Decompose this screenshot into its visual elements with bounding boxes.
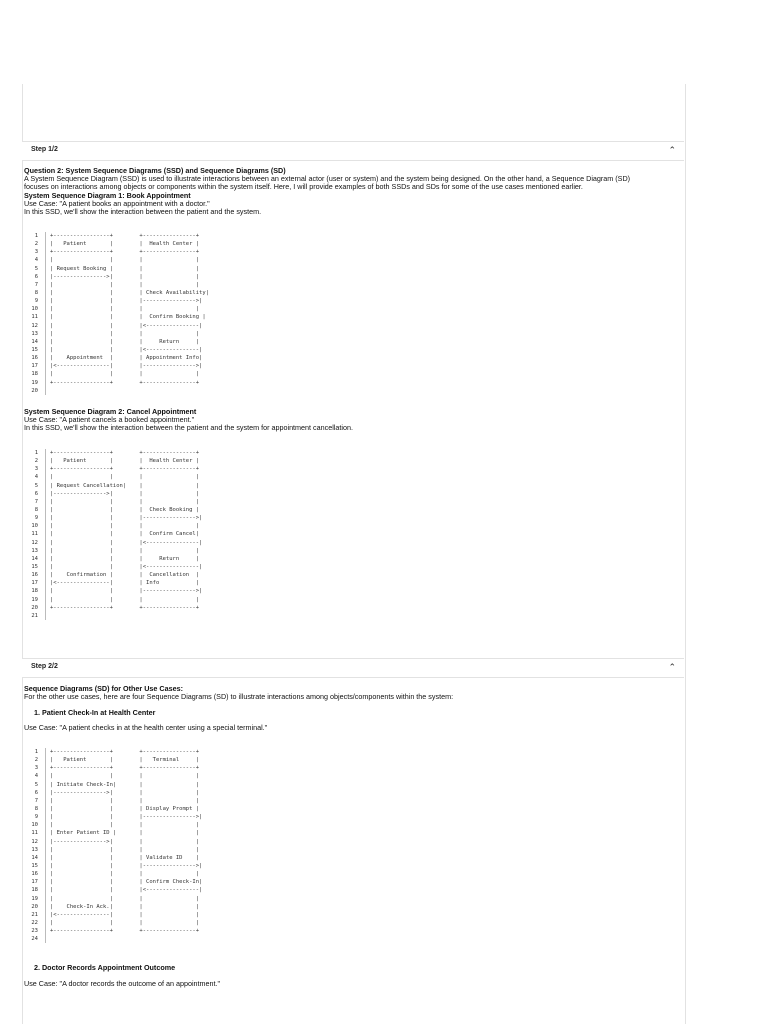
line-number: 6 bbox=[34, 490, 38, 497]
line-number: 15 bbox=[31, 563, 38, 570]
code-line-text: | | | | bbox=[50, 773, 200, 780]
code-line bbox=[28, 821, 202, 829]
line-number: 15 bbox=[31, 346, 38, 353]
code-line-text: | | | Confirm Check-In| bbox=[50, 879, 203, 886]
code-line-text: | | |<----------------| bbox=[50, 563, 203, 570]
code-line-text: | | | | bbox=[50, 257, 200, 264]
code-line-text: |---------------->| | | bbox=[50, 838, 200, 845]
code-line-text: | Request Booking | | | bbox=[50, 265, 200, 272]
code-line bbox=[28, 886, 202, 894]
code-line bbox=[28, 256, 209, 264]
code-line-text: | | | | bbox=[50, 498, 200, 505]
code-line-text: | | |<----------------| bbox=[50, 539, 203, 546]
code-line-text: |---------------->| | | bbox=[50, 490, 200, 497]
line-number: 10 bbox=[31, 822, 38, 829]
code-line bbox=[28, 612, 202, 620]
code-line-text: | | | | bbox=[50, 895, 200, 902]
code-line-text: | | | Validate ID | bbox=[50, 854, 200, 861]
line-number: 14 bbox=[31, 555, 38, 562]
line-number: 12 bbox=[31, 322, 38, 329]
code-line bbox=[28, 547, 202, 555]
line-number: 23 bbox=[31, 928, 38, 935]
sd-title: Sequence Diagrams (SD) for Other Use Cases: bbox=[24, 684, 183, 693]
code-line-text: +-----------------+ +----------------+ bbox=[50, 604, 200, 611]
code-line bbox=[28, 596, 202, 604]
code-line bbox=[28, 797, 202, 805]
code-line bbox=[28, 903, 202, 911]
line-number: 14 bbox=[31, 338, 38, 345]
line-number: 6 bbox=[34, 273, 38, 280]
line-number: 16 bbox=[31, 871, 38, 878]
ssd1-description: In this SSD, we'll show the interaction between the patient and the system. bbox=[24, 207, 262, 216]
code-line bbox=[28, 911, 202, 919]
code-line-text: |<----------------| | Info | bbox=[50, 580, 200, 587]
line-number: 9 bbox=[34, 298, 38, 305]
code-line-text: +-----------------+ +----------------+ bbox=[50, 928, 200, 935]
code-line bbox=[28, 789, 202, 797]
code-line-text: | | | | bbox=[50, 523, 200, 530]
line-number: 2 bbox=[34, 241, 38, 248]
line-number: 10 bbox=[31, 306, 38, 313]
line-number: 18 bbox=[31, 887, 38, 894]
code-line-text: | | | | bbox=[50, 547, 200, 554]
intro-line-2: focuses on interactions among objects or components within the system itself. Here, I will provide examples of both SSDs and SDs for some of the use cases mentioned earlier. bbox=[24, 182, 583, 191]
line-number: 9 bbox=[34, 814, 38, 821]
sd-item-2-usecase: Use Case: "A doctor records the outcome of an appointment." bbox=[24, 979, 221, 988]
line-number: 17 bbox=[31, 363, 38, 370]
line-number: 7 bbox=[34, 498, 38, 505]
code-line-text: +-----------------+ +----------------+ bbox=[50, 466, 200, 473]
code-line-text: +-----------------+ +----------------+ bbox=[50, 450, 200, 456]
code-line bbox=[28, 490, 202, 498]
step-1-label: Step 1/2 bbox=[31, 146, 58, 153]
code-line bbox=[28, 370, 209, 378]
code-line-text: | | | | bbox=[50, 596, 200, 603]
code-line bbox=[28, 862, 202, 870]
sd1-code-block bbox=[28, 748, 202, 943]
line-number: 8 bbox=[34, 805, 38, 812]
line-number: 6 bbox=[34, 789, 38, 796]
ssd2-title: System Sequence Diagram 2: Cancel Appointment bbox=[24, 407, 197, 416]
code-line-text: | | | Confirm Booking | bbox=[50, 314, 206, 321]
code-line-text: | | | | bbox=[50, 797, 200, 804]
line-number: 15 bbox=[31, 862, 38, 869]
code-line-text: | | | Confirm Cancel| bbox=[50, 531, 200, 538]
ssd2-description: In this SSD, we'll show the interaction between the patient and the system for appointment cancellation. bbox=[24, 423, 353, 432]
code-line-text: +-----------------+ +----------------+ bbox=[50, 233, 200, 239]
code-line-text: | | | | bbox=[50, 822, 200, 829]
code-line bbox=[28, 240, 209, 248]
code-line bbox=[28, 927, 202, 935]
code-line-text: | | | Return | bbox=[50, 555, 200, 562]
code-line bbox=[28, 764, 202, 772]
ssd2-usecase: Use Case: "A patient cancels a booked appointment." bbox=[24, 415, 195, 424]
code-line bbox=[28, 805, 202, 813]
code-line-text: +-----------------+ +----------------+ bbox=[50, 749, 200, 755]
line-number: 1 bbox=[34, 233, 38, 239]
code-line bbox=[28, 748, 202, 756]
line-number: 8 bbox=[34, 289, 38, 296]
line-number: 10 bbox=[31, 523, 38, 530]
code-line-text: +-----------------+ +----------------+ bbox=[50, 379, 200, 386]
code-line-text: | | | Return | bbox=[50, 338, 200, 345]
code-line bbox=[28, 563, 202, 571]
code-line bbox=[28, 854, 202, 862]
code-line-text: | | | | bbox=[50, 281, 200, 288]
line-number: 13 bbox=[31, 846, 38, 853]
code-line-text: | | |---------------->| bbox=[50, 298, 203, 305]
line-number: 4 bbox=[34, 257, 38, 264]
code-line-text: | Patient | | Terminal | bbox=[50, 757, 200, 764]
code-line-text: | | | | bbox=[50, 330, 200, 337]
code-line bbox=[28, 273, 209, 281]
code-line-text: | Check-In Ack.| | | bbox=[50, 903, 200, 910]
code-line bbox=[28, 895, 202, 903]
sd-item-2-title: 2. Doctor Records Appointment Outcome bbox=[34, 963, 176, 972]
code-line bbox=[28, 387, 209, 395]
code-line bbox=[28, 346, 209, 354]
line-number: 20 bbox=[31, 903, 38, 910]
line-number: 12 bbox=[31, 838, 38, 845]
code-line-text: | | |---------------->| bbox=[50, 515, 203, 522]
line-number: 9 bbox=[34, 515, 38, 522]
line-number: 18 bbox=[31, 588, 38, 595]
line-number: 19 bbox=[31, 895, 38, 902]
sd-intro: For the other use cases, here are four Sequence Diagrams (SD) to illustrate interactions among objects/components within the system: bbox=[24, 692, 454, 701]
ssd1-title: System Sequence Diagram 1: Book Appointment bbox=[24, 191, 191, 200]
code-line-text: | | | | bbox=[50, 846, 200, 853]
line-number: 17 bbox=[31, 580, 38, 587]
line-number: 19 bbox=[31, 379, 38, 386]
code-line-text: | | | | bbox=[50, 371, 200, 378]
line-number: 11 bbox=[31, 830, 38, 837]
code-line-text: | Initiate Check-In| | | bbox=[50, 781, 200, 788]
code-line bbox=[28, 281, 209, 289]
line-number: 24 bbox=[31, 936, 38, 943]
code-line bbox=[28, 305, 209, 313]
code-line bbox=[28, 297, 209, 305]
line-number: 19 bbox=[31, 596, 38, 603]
line-number: 14 bbox=[31, 854, 38, 861]
code-line bbox=[28, 354, 209, 362]
code-line bbox=[28, 473, 202, 481]
sd-item-1-title: 1. Patient Check-In at Health Center bbox=[34, 708, 156, 717]
chevron-up-icon[interactable]: ⌃ bbox=[668, 145, 676, 155]
code-line-text: |---------------->| | | bbox=[50, 273, 200, 280]
code-line-text: | | |<----------------| bbox=[50, 346, 203, 353]
line-number: 3 bbox=[34, 765, 38, 772]
line-number: 21 bbox=[31, 911, 38, 918]
code-line-text: | | |---------------->| bbox=[50, 862, 203, 869]
code-line bbox=[28, 232, 209, 240]
code-line bbox=[28, 555, 202, 563]
code-line bbox=[28, 870, 202, 878]
code-line bbox=[28, 498, 202, 506]
line-number: 7 bbox=[34, 281, 38, 288]
code-line bbox=[28, 539, 202, 547]
line-number: 2 bbox=[34, 458, 38, 465]
line-number: 11 bbox=[31, 314, 38, 321]
line-number: 7 bbox=[34, 797, 38, 804]
code-line bbox=[28, 514, 202, 522]
line-number: 16 bbox=[31, 572, 38, 579]
line-number: 17 bbox=[31, 879, 38, 886]
code-line-text: +-----------------+ +----------------+ bbox=[50, 249, 200, 256]
code-line bbox=[28, 248, 209, 256]
code-line bbox=[28, 604, 202, 612]
code-line bbox=[28, 379, 209, 387]
code-line-text: | Enter Patient ID | | | bbox=[50, 830, 200, 837]
code-line-text: | | |<----------------| bbox=[50, 322, 203, 329]
line-number: 3 bbox=[34, 466, 38, 473]
code-line-text: |<----------------| | | bbox=[50, 911, 200, 918]
code-line bbox=[28, 756, 202, 764]
code-line bbox=[28, 878, 202, 886]
line-number: 16 bbox=[31, 355, 38, 362]
line-number: 20 bbox=[31, 387, 38, 394]
code-line-text: | | |<----------------| bbox=[50, 887, 203, 894]
line-number: 2 bbox=[34, 757, 38, 764]
code-line-text: | | | | bbox=[50, 871, 200, 878]
line-number: 4 bbox=[34, 474, 38, 481]
line-number: 4 bbox=[34, 773, 38, 780]
line-number: 1 bbox=[34, 450, 38, 456]
code-line bbox=[28, 313, 209, 321]
code-line bbox=[28, 482, 202, 490]
code-line bbox=[28, 530, 202, 538]
code-line bbox=[28, 935, 202, 943]
code-line-text: | | |---------------->| bbox=[50, 588, 203, 595]
code-line-text: | Request Cancellation| | | bbox=[50, 482, 200, 489]
code-line bbox=[28, 265, 209, 273]
code-line-text: | | |---------------->| bbox=[50, 814, 203, 821]
line-number: 22 bbox=[31, 919, 38, 926]
ssd2-code-block bbox=[28, 449, 202, 620]
line-number: 8 bbox=[34, 506, 38, 513]
code-line-text: +-----------------+ +----------------+ bbox=[50, 765, 200, 772]
line-number: 5 bbox=[34, 482, 38, 489]
line-number: 13 bbox=[31, 330, 38, 337]
code-line bbox=[28, 838, 202, 846]
code-line bbox=[28, 330, 209, 338]
code-line bbox=[28, 338, 209, 346]
code-line bbox=[28, 813, 202, 821]
code-line bbox=[28, 772, 202, 780]
line-number: 3 bbox=[34, 249, 38, 256]
line-number: 5 bbox=[34, 781, 38, 788]
code-line-text: | Appointment | | Appointment Info| bbox=[50, 355, 203, 362]
code-line bbox=[28, 457, 202, 465]
step-1-header[interactable] bbox=[22, 141, 684, 161]
code-line-text: | | | | bbox=[50, 474, 200, 481]
line-number: 21 bbox=[31, 612, 38, 619]
code-line bbox=[28, 289, 209, 297]
sd-item-1-usecase: Use Case: "A patient checks in at the health center using a special terminal." bbox=[24, 723, 268, 732]
code-line-text: | Patient | | Health Center | bbox=[50, 241, 200, 248]
chevron-up-icon[interactable]: ⌃ bbox=[668, 662, 676, 672]
code-line-text: | | | Check Availability| bbox=[50, 289, 209, 296]
line-number: 11 bbox=[31, 531, 38, 538]
line-number: 1 bbox=[34, 749, 38, 755]
code-line-text: |---------------->| | | bbox=[50, 789, 200, 796]
code-line bbox=[28, 522, 202, 530]
line-number: 18 bbox=[31, 371, 38, 378]
code-line bbox=[28, 781, 202, 789]
code-line bbox=[28, 571, 202, 579]
code-line bbox=[28, 465, 202, 473]
code-line bbox=[28, 579, 202, 587]
line-number: 5 bbox=[34, 265, 38, 272]
code-line bbox=[28, 322, 209, 330]
ssd1-code-block bbox=[28, 232, 209, 395]
question-title: Question 2: System Sequence Diagrams (SSD) and Sequence Diagrams (SD) bbox=[24, 166, 286, 175]
code-line bbox=[28, 919, 202, 927]
line-number: 12 bbox=[31, 539, 38, 546]
code-line bbox=[28, 506, 202, 514]
line-number: 13 bbox=[31, 547, 38, 554]
step-2-header[interactable] bbox=[22, 658, 684, 678]
code-line-text: | Patient | | Health Center | bbox=[50, 458, 200, 465]
step-2-label: Step 2/2 bbox=[31, 663, 58, 670]
code-line bbox=[28, 587, 202, 595]
intro-line-1: A System Sequence Diagram (SSD) is used to illustrate interactions between an external actor (user or system) and the system being designed. On the other hand, a Sequence Diagram (SD) bbox=[24, 174, 631, 183]
line-number: 20 bbox=[31, 604, 38, 611]
code-line-text: | | | | bbox=[50, 919, 200, 926]
code-line bbox=[28, 829, 202, 837]
code-line-text: | Confirmation | | Cancellation | bbox=[50, 572, 200, 579]
code-line-text: |<----------------| |---------------->| bbox=[50, 363, 203, 370]
code-line-text: | | | Display Prompt | bbox=[50, 805, 200, 812]
ssd1-usecase: Use Case: "A patient books an appointment with a doctor." bbox=[24, 199, 210, 208]
code-line bbox=[28, 449, 202, 457]
code-line bbox=[28, 846, 202, 854]
code-line-text: | | | | bbox=[50, 306, 200, 313]
code-line-text: | | | Check Booking | bbox=[50, 506, 200, 513]
code-line bbox=[28, 362, 209, 370]
